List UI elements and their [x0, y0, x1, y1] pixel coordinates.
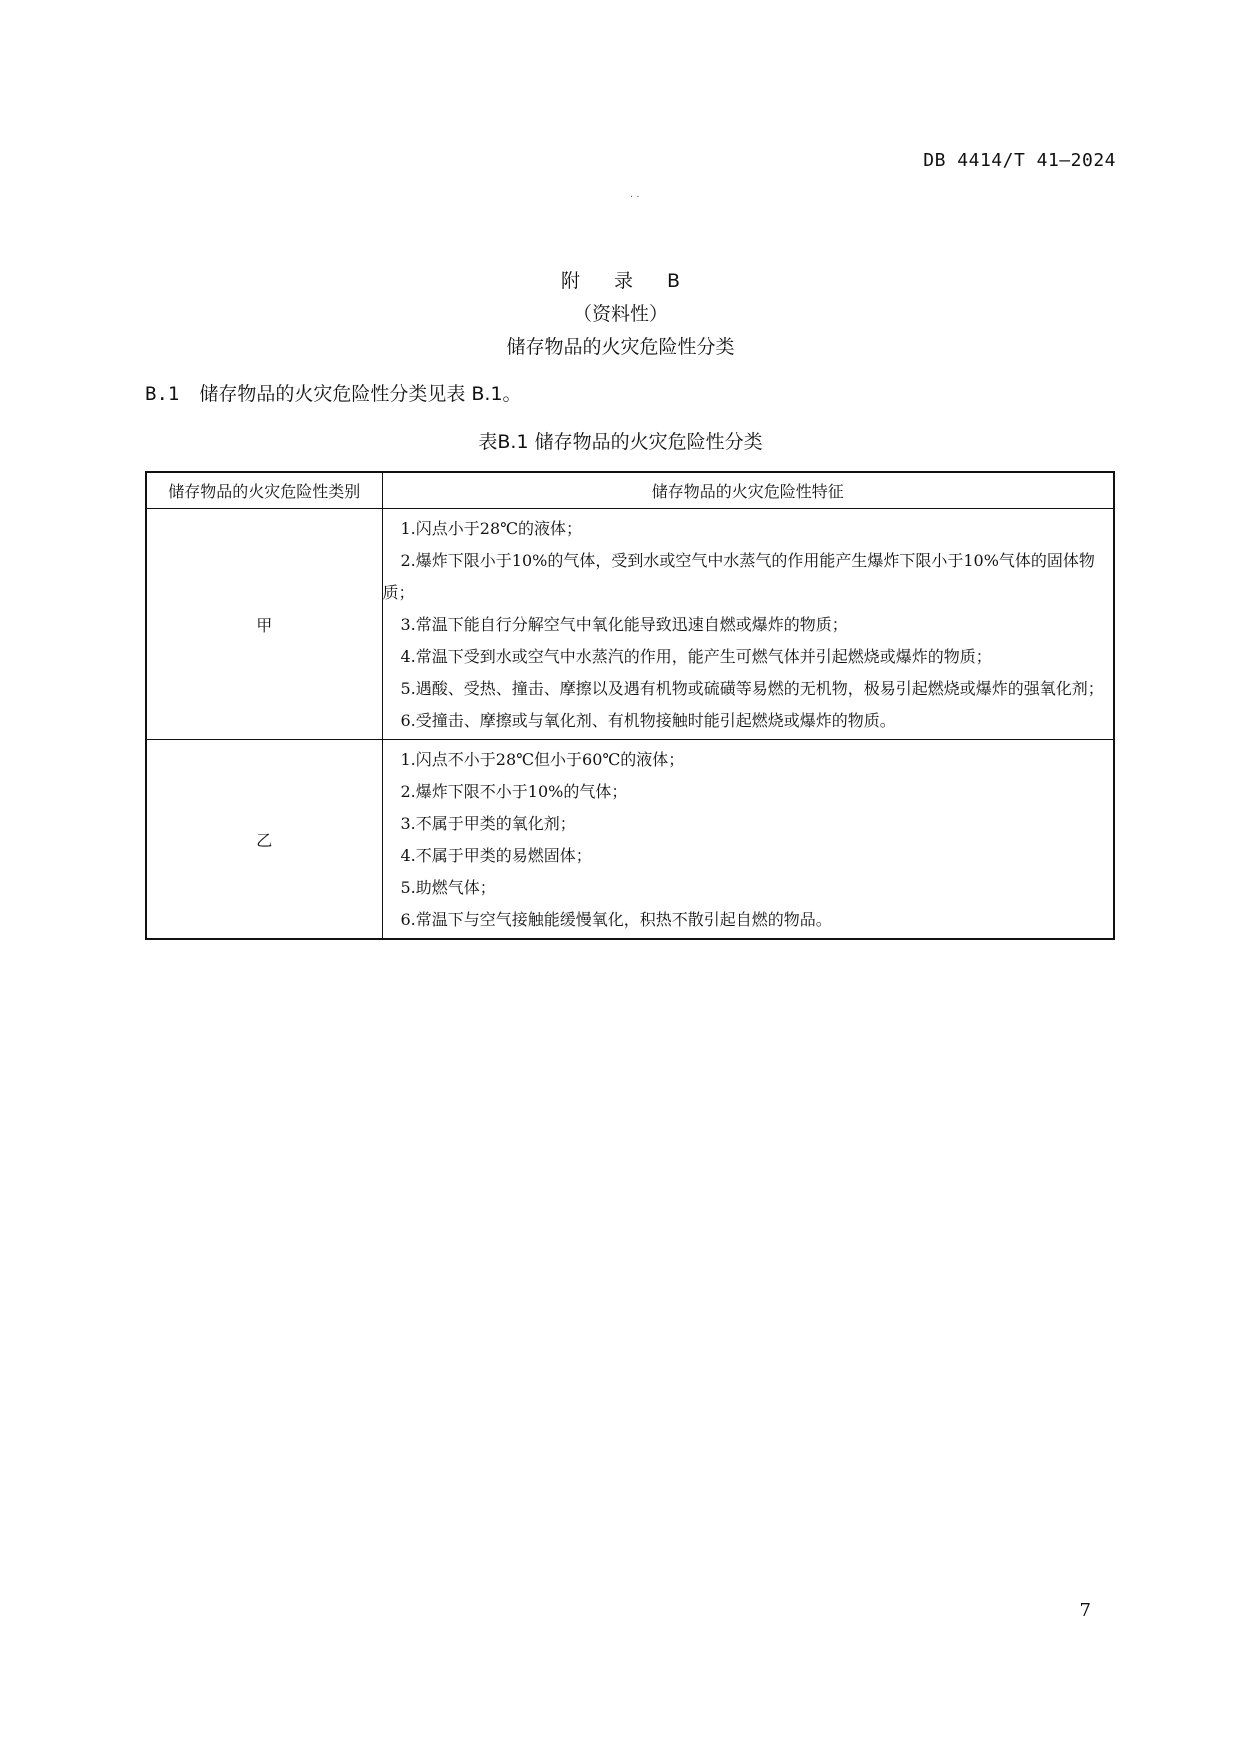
appendix-nature: （资料性） — [572, 303, 668, 325]
feature-item: 5.助燃气体； — [400, 878, 496, 897]
feature-item: 6.常温下与空气接触能缓慢氧化，积热不散引起自燃的物品。 — [400, 910, 832, 929]
category-cell: 甲 — [146, 509, 382, 740]
appendix-title: 附 录 B — [560, 270, 695, 292]
header-features: 储存物品的火灾危险性特征 — [382, 472, 1114, 509]
hazard-classification-table — [145, 471, 1115, 940]
header-category: 储存物品的火灾危险性类别 — [146, 472, 382, 509]
page-number: 7 — [1079, 1600, 1091, 1621]
table-row-class-jia — [146, 509, 1114, 740]
feature-item: 3.不属于甲类的氧化剂； — [400, 814, 576, 833]
table-header-row — [146, 472, 1114, 509]
feature-item: 2.爆炸下限不小于10%的气体； — [400, 782, 628, 801]
feature-item: 2.爆炸下限小于10%的气体，受到水或空气中水蒸气的作用能产生爆炸下限小于10%气体的固体物质； — [382, 551, 1095, 602]
feature-item: 1.闪点不小于28℃但小于60℃的液体； — [400, 750, 685, 769]
features-cell — [382, 740, 1114, 940]
document-code: DB 4414/T 41—2024 — [923, 150, 1116, 171]
clause-b1 — [145, 380, 522, 408]
feature-item: 4.常温下受到水或空气中水蒸汽的作用，能产生可燃气体并引起燃烧或爆炸的物质； — [400, 647, 992, 666]
page-mark: · · — [630, 192, 640, 203]
clause-text: 储存物品的火灾危险性分类见表 B.1。 — [199, 383, 522, 405]
feature-item: 5.遇酸、受热、撞击、摩擦以及遇有机物或硫磺等易燃的无机物，极易引起燃烧或爆炸的强氧化剂； — [400, 679, 1104, 698]
table-row-class-yi — [146, 740, 1114, 940]
appendix-heading — [0, 265, 1241, 364]
category-cell: 乙 — [146, 740, 382, 940]
table-caption: 表B.1 储存物品的火灾危险性分类 — [478, 431, 763, 453]
feature-item: 1.闪点小于28℃的液体； — [400, 519, 583, 538]
features-cell — [382, 509, 1114, 740]
feature-item: 3.常温下能自行分解空气中氧化能导致迅速自燃或爆炸的物质； — [400, 615, 848, 634]
feature-item: 6.受撞击、摩擦或与氧化剂、有机物接触时能引起燃烧或爆炸的物质。 — [400, 711, 896, 730]
feature-item: 4.不属于甲类的易燃固体； — [400, 846, 592, 865]
clause-number: B.1 — [145, 383, 180, 405]
appendix-subject: 储存物品的火灾危险性分类 — [506, 336, 735, 358]
